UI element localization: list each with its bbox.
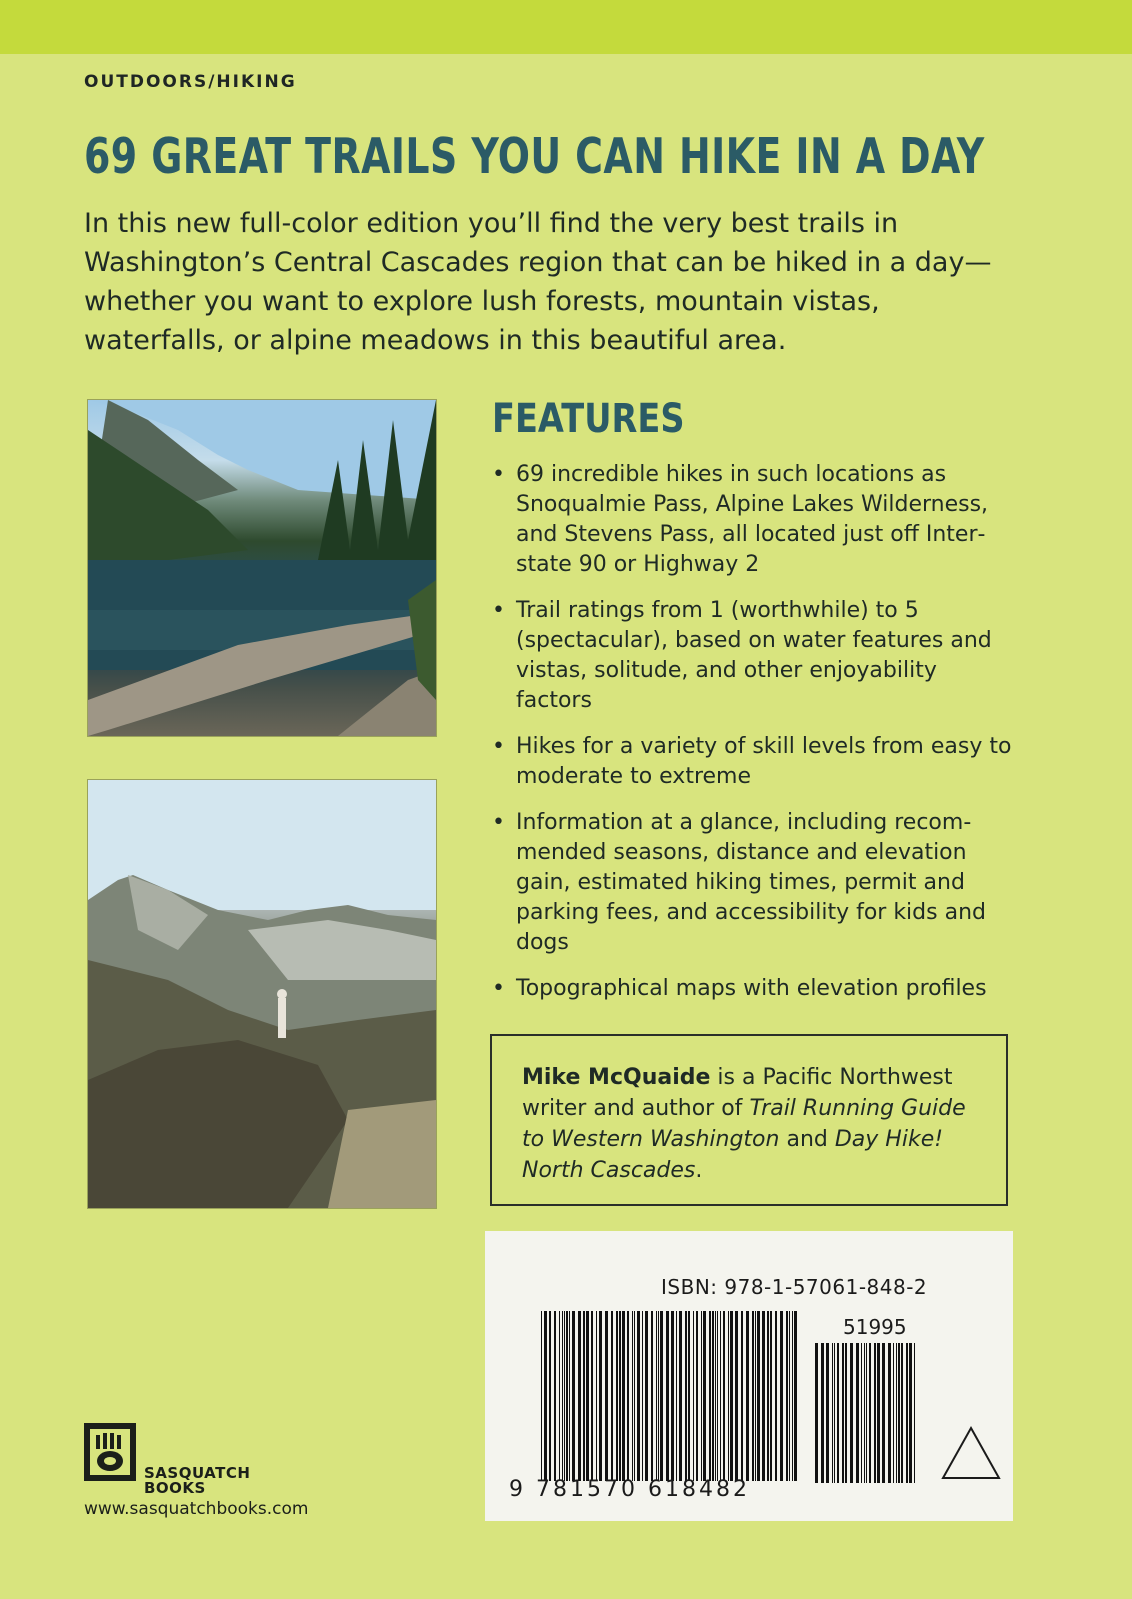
- barcode-bar: [834, 1343, 835, 1483]
- barcode-bar: [728, 1311, 729, 1481]
- barcode-digits: 9 781570 618482: [509, 1477, 750, 1502]
- barcode-bar: [874, 1343, 876, 1483]
- barcode-bar: [591, 1311, 593, 1481]
- barcode-bar: [564, 1311, 565, 1481]
- feature-text: Hikes for a variety of skill levels from easy to moderate to extreme: [516, 734, 1012, 789]
- isbn-label: ISBN: 978-1-57061-848-2: [661, 1275, 928, 1299]
- barcode-bar: [656, 1311, 657, 1481]
- author-text: and: [779, 1127, 835, 1152]
- barcode-bar: [730, 1311, 733, 1481]
- barcode-bar: [701, 1311, 702, 1481]
- barcode-bar: [893, 1343, 894, 1483]
- barcode-bar: [569, 1311, 570, 1481]
- barcode-bar: [622, 1311, 625, 1481]
- barcode-bar: [627, 1311, 629, 1481]
- barcode-bar: [637, 1311, 640, 1481]
- barcode-bar: [596, 1311, 597, 1481]
- barcode-bar: [792, 1311, 793, 1481]
- barcode-bar: [741, 1311, 743, 1481]
- author-text: is a Pacific Northwest writer and author of: [522, 1065, 953, 1121]
- author-name: Mike McQuaide: [522, 1065, 711, 1090]
- feature-item: [492, 808, 1012, 958]
- barcode-bar: [566, 1311, 568, 1481]
- barcode-bar: [842, 1343, 844, 1483]
- barcode-bar: [837, 1343, 839, 1483]
- feature-item: [492, 974, 1012, 1004]
- barcode-bar: [794, 1311, 797, 1481]
- barcode-bar: [696, 1311, 698, 1481]
- barcode-bar: [666, 1311, 669, 1481]
- barcode-bar: [888, 1343, 891, 1483]
- barcode-bar: [544, 1311, 547, 1481]
- feature-text: 69 incredible hikes in such locations as Snoqualmie Pass, Alpine Lakes Wilderness, and Stevens Pass, all located just off Interstate 90 or Highway 2: [516, 462, 989, 577]
- barcode-bar: [651, 1311, 653, 1481]
- feature-text: Topographical maps with elevation profiles: [516, 976, 987, 1001]
- barcode-bar: [586, 1311, 589, 1481]
- barcode-bar: [541, 1311, 542, 1481]
- barcode-bar: [712, 1311, 714, 1481]
- author-bio-box: [490, 1034, 1008, 1206]
- barcode-bar: [676, 1311, 677, 1481]
- barcode-bar: [554, 1311, 556, 1481]
- barcode-bar: [619, 1311, 621, 1481]
- barcode-bar: [709, 1311, 711, 1481]
- barcode-bar: [642, 1311, 643, 1481]
- barcode-bar: [616, 1311, 618, 1481]
- barcode-bar: [688, 1311, 690, 1481]
- barcode-bar: [660, 1311, 663, 1481]
- barcode-bar: [583, 1311, 585, 1481]
- book-title: Day Hike! North Cascades: [522, 1127, 944, 1183]
- barcode-bar: [562, 1311, 563, 1481]
- barcode-bar: [715, 1311, 716, 1481]
- lake-photo: [87, 399, 437, 737]
- barcode-panel: [485, 1231, 1013, 1521]
- barcode-icon: [541, 1311, 799, 1481]
- barcode-bar: [815, 1343, 818, 1483]
- barcode-bar: [832, 1343, 833, 1483]
- barcode-bar: [901, 1343, 903, 1483]
- barcode-bar: [578, 1311, 581, 1481]
- barcode-bar: [869, 1343, 871, 1483]
- barcode-bar: [658, 1311, 659, 1481]
- publisher-name: [144, 1466, 250, 1496]
- feature-item: [492, 596, 1012, 716]
- features-list: [492, 460, 1012, 1020]
- barcode-bar: [775, 1311, 777, 1481]
- lake-photo-illustration: [88, 400, 436, 736]
- barcode-bar: [882, 1343, 885, 1483]
- barcode-bar: [599, 1311, 602, 1481]
- barcode-bar: [821, 1343, 824, 1483]
- barcode-bar: [786, 1311, 788, 1481]
- barcode-bar: [826, 1343, 829, 1483]
- mountain-photo-illustration: [88, 780, 436, 1208]
- barcode-bar: [611, 1311, 613, 1481]
- barcode-bar: [671, 1311, 674, 1481]
- bullet-icon: •: [492, 462, 505, 487]
- book-title: Trail Running Guide to Western Washington: [522, 1096, 966, 1152]
- feature-text: Information at a glance, including recommended seasons, distance and elevation gain, estimated hiking times, permit and parking fees, and accessibility for kids and dogs: [516, 810, 986, 955]
- barcode-bar: [685, 1311, 687, 1481]
- feature-text: Trail ratings from 1 (worthwhile) to 5 (spectacular), based on water features and vistas, solitude, and other enjoyability factors: [516, 598, 992, 713]
- barcode-bar: [723, 1311, 725, 1481]
- barcode-bar: [752, 1311, 754, 1481]
- barcode-bar: [866, 1343, 867, 1483]
- barcode-bar: [757, 1311, 760, 1481]
- barcode-bar: [632, 1311, 633, 1481]
- barcode-bar: [850, 1343, 853, 1483]
- barcode-bar: [898, 1343, 900, 1483]
- barcode-bar: [767, 1311, 769, 1481]
- barcode-bar: [559, 1311, 560, 1481]
- category-label: OUTDOORS/HIKING: [84, 72, 297, 92]
- barcode-bar: [679, 1311, 682, 1481]
- bullet-icon: •: [492, 810, 505, 835]
- barcode-bar: [549, 1311, 551, 1481]
- publisher-name-line2: BOOKS: [144, 1479, 206, 1497]
- barcode-bar: [634, 1311, 635, 1481]
- price-code: 51995: [843, 1315, 907, 1339]
- bullet-icon: •: [492, 598, 505, 623]
- barcode-bar: [909, 1343, 912, 1483]
- features-heading: FEATURES: [492, 396, 685, 442]
- barcode-bar: [896, 1343, 897, 1483]
- publisher-url: www.sasquatchbooks.com: [84, 1499, 309, 1519]
- barcode-bar: [856, 1343, 859, 1483]
- bullet-icon: •: [492, 734, 505, 759]
- triangle-icon: [940, 1425, 1002, 1481]
- barcode-bar: [720, 1311, 721, 1481]
- barcode-bar: [780, 1311, 783, 1481]
- barcode-bar: [645, 1311, 648, 1481]
- barcode-bar: [703, 1311, 706, 1481]
- barcode-bar: [755, 1311, 756, 1481]
- barcode-bar: [861, 1343, 862, 1483]
- barcode-bar: [735, 1311, 738, 1481]
- barcode-bar: [605, 1311, 608, 1481]
- barcode-bar: [845, 1343, 847, 1483]
- barcode-bar: [746, 1311, 749, 1481]
- publisher-name-line1: SASQUATCH: [144, 1464, 251, 1482]
- bullet-icon: •: [492, 976, 505, 1001]
- top-color-band: [0, 0, 1132, 54]
- barcode-bar: [789, 1311, 790, 1481]
- feature-item: [492, 460, 1012, 580]
- addon-barcode-icon: [815, 1343, 915, 1483]
- barcode-bar: [877, 1343, 880, 1483]
- barcode-bar: [693, 1311, 694, 1481]
- feature-item: [492, 732, 1012, 792]
- sasquatch-logo-icon: [84, 1423, 136, 1481]
- barcode-bar: [914, 1343, 915, 1483]
- author-text: .: [695, 1158, 703, 1183]
- headline: 69 GREAT TRAILS YOU CAN HIKE IN A DAY: [84, 128, 985, 185]
- mountain-photo: [87, 779, 437, 1209]
- barcode-bar: [906, 1343, 908, 1483]
- barcode-bar: [762, 1311, 765, 1481]
- barcode-bar: [572, 1311, 575, 1481]
- barcode-bar: [770, 1311, 772, 1481]
- barcode-bar: [864, 1343, 865, 1483]
- intro-paragraph: In this new full-color edition you’ll find the very best trails in Washington’s Central Cascades region that can be hiked in a day—whether you want to explore lush forests, mountain vistas, waterfalls, or alpine meadows in this beautiful area.: [84, 208, 992, 356]
- barcode-bar: [717, 1311, 718, 1481]
